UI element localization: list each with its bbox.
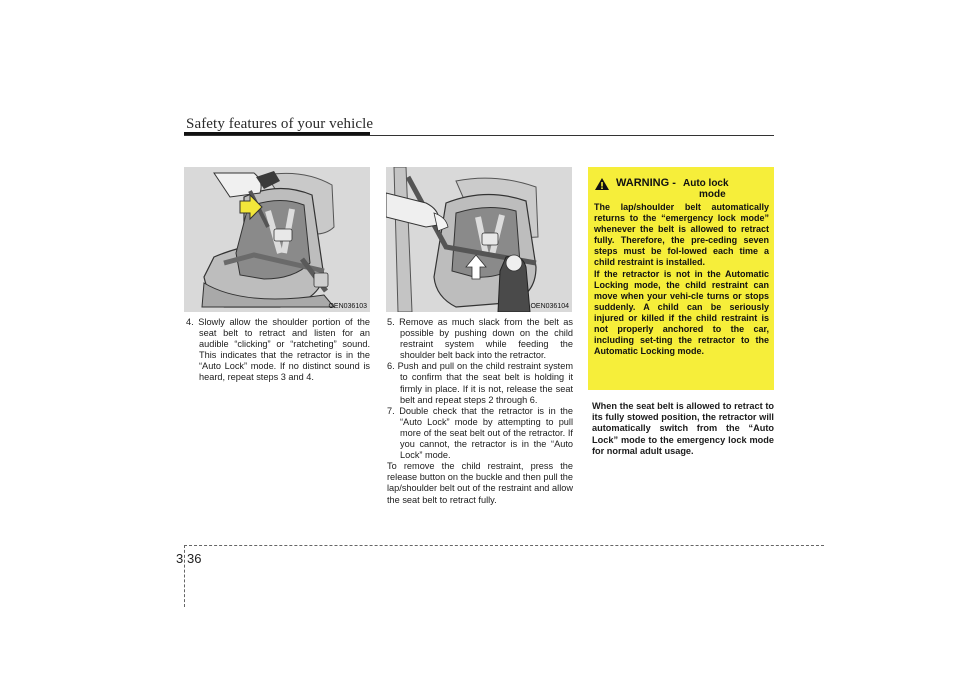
figure-remove-slack bbox=[386, 167, 572, 312]
warning-body-1: The lap/shoulder belt automatically returns to the “emergency lock mode” whenever the belt is allowed to retract fully. Therefore, the pre-ceding seven steps must be fol-lowed each time a child restraint is installed. bbox=[594, 202, 769, 268]
warning-label: WARNING - bbox=[616, 177, 676, 189]
footer-divider bbox=[184, 545, 824, 546]
step-5: 5. Remove as much slack from the belt as possible by pushing down on the child restraint system while feeding the shoulder belt back into the retractor. bbox=[387, 317, 573, 361]
remove-restraint-paragraph: To remove the child restraint, press the release button on the buckle and then pull the lap/shoulder belt out of the restraint and allow the seat belt to retract fully. bbox=[387, 461, 573, 505]
warning-header bbox=[594, 175, 769, 201]
step-6: 6. Push and pull on the child restraint system to confirm that the seat belt is holding it firmly in place. If it is not, release the seat belt and repeat steps 2 through 6. bbox=[387, 361, 573, 405]
footer-vertical-divider bbox=[184, 545, 185, 607]
chapter-number: 3 bbox=[176, 551, 184, 566]
warning-subtitle-line2: mode bbox=[699, 189, 726, 200]
warning-box bbox=[588, 167, 774, 390]
child-seat-illustration-1 bbox=[184, 167, 370, 312]
figure-seat-belt-retract bbox=[184, 167, 370, 312]
warning-body-2: If the retractor is not in the Automatic Locking mode, the child restraint can move when your vehi-cle turns or stops suddenly. A child can be seriously injured or killed if the child restraint is not properly anchored to the car, including set-ting the retractor to the Automatic Locking mode. bbox=[594, 268, 769, 357]
section-title: Safety features of your vehicle bbox=[186, 116, 374, 132]
step-7: 7. Double check that the retractor is in the “Auto Lock” mode by attempting to pull more of the seat belt out of the retractor. If you cannot, the retractor is in the “Auto Lock” mode. bbox=[387, 405, 573, 461]
warning-triangle-icon bbox=[594, 177, 610, 191]
warning-subtitle-line1: Auto lock bbox=[683, 178, 729, 189]
header-divider bbox=[184, 135, 774, 136]
page-number: 36 bbox=[187, 551, 202, 566]
figure-code: OEN036104 bbox=[530, 303, 569, 310]
left-column bbox=[186, 317, 370, 384]
middle-column bbox=[387, 317, 573, 506]
auto-lock-switch-paragraph: When the seat belt is allowed to retract to its fully stowed position, the retractor will automatically switch from the “Auto Lock” mode to the emergency lock mode for normal adult usage. bbox=[592, 401, 774, 456]
figure-code: OEN036103 bbox=[328, 303, 367, 310]
child-seat-illustration-2 bbox=[386, 167, 572, 312]
step-4: 4. Slowly allow the shoulder portion of the seat belt to retract and listen for an audible “clicking” or “ratcheting” sound. This indicates that the retractor is in the “Auto Lock” mode. If no distinct sound is heard, repeat steps 3 and 4. bbox=[186, 317, 370, 383]
